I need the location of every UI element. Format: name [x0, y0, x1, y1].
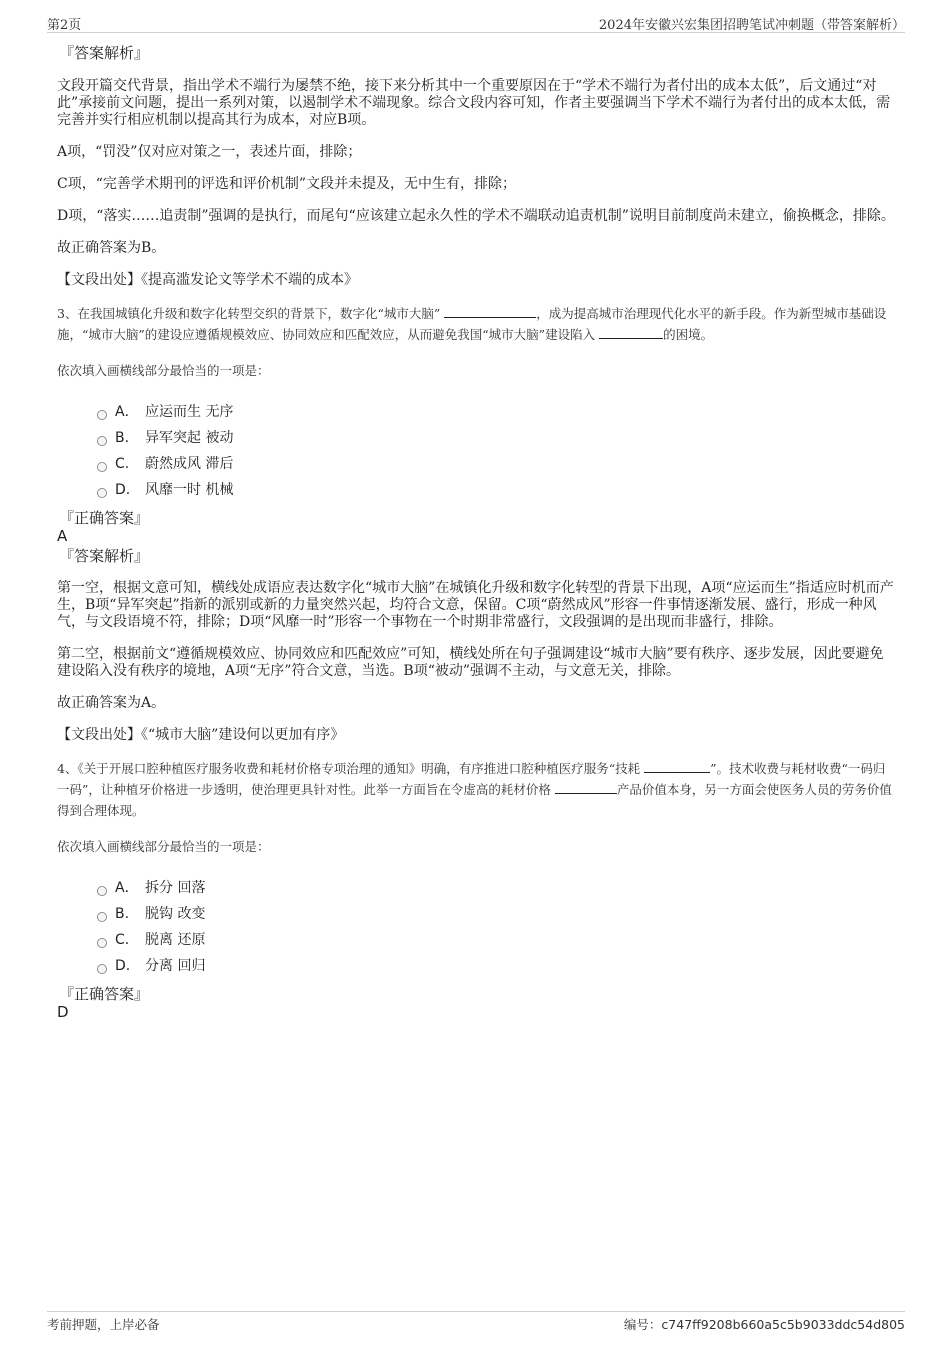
footer-slogan: 考前押题，上岸必备	[47, 1317, 160, 1332]
radio-button-icon[interactable]	[97, 964, 107, 974]
q3-instruction: 依次填入画横线部分最恰当的一项是：	[57, 363, 270, 378]
page-footer	[47, 1311, 905, 1334]
q3-blank-2	[599, 326, 663, 339]
radio-button-icon[interactable]	[97, 462, 107, 472]
page-header	[47, 12, 905, 33]
q3-conclusion: 故正确答案为A。	[57, 695, 166, 711]
q4-option-c[interactable]: C. 脱离 还原	[97, 927, 895, 953]
q4-options	[97, 875, 895, 979]
q4-correct-label: 『正确答案』	[59, 985, 150, 1003]
q2-analysis-option-d: D项，“落实……追责制”强调的是执行，而尾句“应该建立起永久性的学术不端联动追责机制”说明目前制度尚未建立，偷换概念，排除。	[57, 208, 895, 224]
document-code: 编号：c747ff9208b660a5c5b9033ddc54d805	[623, 1317, 905, 1332]
q2-conclusion: 故正确答案为B。	[57, 240, 166, 256]
q4-option-b[interactable]: B. 脱钩 改变	[97, 901, 895, 927]
q4-blank-2	[555, 781, 617, 794]
q3-source: 【文段出处】《“城市大脑”建设何以更加有序》	[57, 727, 345, 743]
q3-correct-answer: A	[57, 527, 68, 545]
radio-button-icon[interactable]	[97, 912, 107, 922]
document-title: 2024年安徽兴宏集团招聘笔试冲刺题（带答案解析）	[598, 18, 905, 33]
radio-button-icon[interactable]	[97, 938, 107, 948]
q4-stem: 4、《关于开展口腔种植医疗服务收费和耗材价格专项治理的通知》明确，有序推进口腔种植医疗服务“技耗 ”。技术收费与耗材收费“一码归一码”，让种植牙价格进一步透明，使治理更具针对性。此举一方面旨在令虚高的耗材价格 产品价值本身，另一方面会使医务人员的劳务价值得到合理体现。	[57, 761, 892, 818]
radio-button-icon[interactable]	[97, 436, 107, 446]
radio-button-icon[interactable]	[97, 410, 107, 420]
q3-option-c[interactable]: C. 蔚然成风 滞后	[97, 451, 895, 477]
radio-button-icon[interactable]	[97, 886, 107, 896]
page-number: 第2页	[47, 18, 82, 33]
page-content	[57, 44, 895, 1021]
q3-option-d[interactable]: D. 风靡一时 机械	[97, 477, 895, 503]
radio-button-icon[interactable]	[97, 488, 107, 498]
q3-stem: 3、在我国城镇化升级和数字化转型交织的背景下，数字化“城市大脑” ，成为提高城市治理现代化水平的新手段。作为新型城市基础设施，“城市大脑”的建设应遵循规模效应、协同效应和匹配效应，从而避免我国“城市大脑”建设陷入 的困境。	[57, 306, 887, 342]
q4-option-a[interactable]: A． 拆分 回落	[97, 875, 895, 901]
q2-analysis-label: 『答案解析』	[59, 44, 150, 62]
q4-option-d[interactable]: D. 分离 回归	[97, 953, 895, 979]
q4-instruction: 依次填入画横线部分最恰当的一项是：	[57, 839, 270, 854]
q4-blank-1	[644, 760, 710, 773]
q3-option-a[interactable]: A． 应运而生 无序	[97, 399, 895, 425]
q3-analysis-para1: 第一空，根据文意可知，横线处成语应表达数字化“城市大脑”在城镇化升级和数字化转型的背景下出现，A项“应运而生”指适应时机而产生，B项“异军突起”指新的派别或新的力量突然兴起，均符合文意，保留。C项“蔚然成风”形容一件事情逐渐发展、盛行，形成一种风气，与文段语境不符，排除；D项“风靡一时”形容一个事物在一个时期非常盛行，文段强调的是出现而非盛行，排除。	[57, 580, 894, 630]
q3-option-b[interactable]: B. 异军突起 被动	[97, 425, 895, 451]
q3-blank-1	[444, 305, 536, 318]
q2-analysis-option-c: C项，“完善学术期刊的评选和评价机制”文段并未提及，无中生有，排除；	[57, 176, 517, 192]
q2-analysis-para1: 文段开篇交代背景，指出学术不端行为屡禁不绝，接下来分析其中一个重要原因在于“学术不端行为者付出的成本太低”，后文通过“对此”承接前文问题，提出一系列对策，以遏制学术不端现象。综合文段内容可知，作者主要强调当下学术不端行为者付出的成本太低，需完善并实行相应机制以提高其行为成本，对应B项。	[57, 78, 891, 128]
q3-analysis-para2: 第二空，根据前文“遵循规模效应、协同效应和匹配效应”可知，横线处所在句子强调建设“城市大脑”要有秩序、逐步发展，因此要避免建设陷入没有秩序的境地，A项“无序”符合文意，当选。B项“被动”强调不主动，与文意无关，排除。	[57, 646, 884, 679]
q3-analysis-label: 『答案解析』	[59, 547, 150, 565]
q3-correct-label: 『正确答案』	[59, 509, 150, 527]
q4-correct-answer: D	[57, 1003, 69, 1021]
q3-options	[97, 399, 895, 503]
q2-analysis-option-a: A项，“罚没”仅对应对策之一，表述片面，排除；	[57, 144, 362, 160]
q2-source: 【文段出处】《提高滥发论文等学术不端的成本》	[57, 272, 358, 288]
